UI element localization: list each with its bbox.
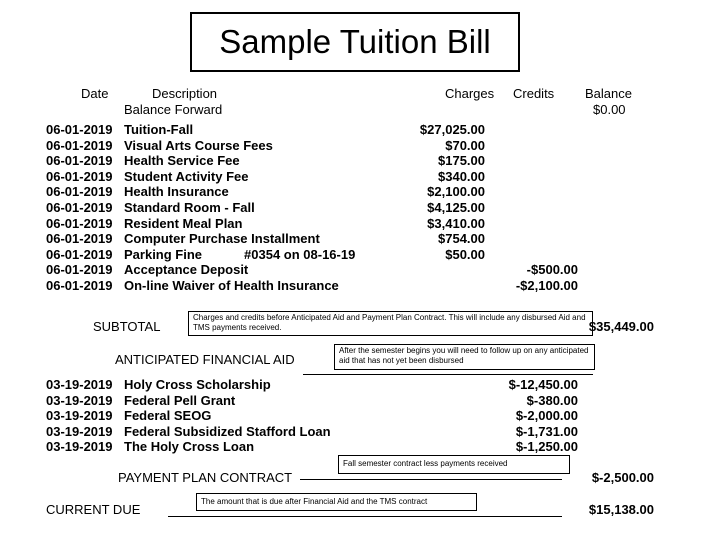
payment-plan-rule — [300, 479, 562, 480]
row-description: Health Service Fee — [124, 153, 240, 169]
header-charges: Charges — [445, 86, 495, 101]
subtotal-amount: $35,449.00 — [588, 319, 654, 334]
row-date: 06-01-2019 — [46, 200, 113, 215]
header-date: Date — [81, 86, 109, 101]
row-charge: $4,125.00 — [427, 200, 485, 215]
row-date: 06-01-2019 — [46, 231, 113, 247]
balance-forward-label: Balance Forward — [124, 102, 223, 117]
row-date: 06-01-2019 — [46, 262, 113, 278]
row-date: 06-01-2019 — [46, 137, 113, 153]
row-description: Standard Room - Fall — [124, 200, 255, 215]
aid-credit: $-380.00 — [526, 392, 578, 408]
row-date: 06-01-2019 — [46, 168, 113, 184]
aid-description: The Holy Cross Loan — [124, 439, 255, 455]
payment-plan-note: Fall semester contract less payments received — [338, 455, 570, 474]
payment-plan-amount: $-2,500.00 — [591, 470, 654, 485]
subtotal-label: SUBTOTAL — [93, 319, 161, 334]
anticipated-aid-label: ANTICIPATED FINANCIAL AID — [115, 352, 295, 367]
aid-credit: $-2,000.00 — [515, 408, 578, 424]
row-credit: -$2,100.00 — [515, 278, 578, 293]
aid-description: Federal Subsidized Stafford Loan — [124, 423, 331, 439]
row-date: 06-01-2019 — [46, 215, 113, 231]
aid-description: Federal Pell Grant — [124, 392, 236, 408]
bill-title: Sample Tuition Bill — [190, 12, 520, 72]
current-due-note: The amount that is due after Financial Aid and the TMS contract — [196, 493, 477, 511]
aid-description: Holy Cross Scholarship — [124, 377, 271, 392]
aid-credit: $-12,450.00 — [508, 377, 578, 392]
balance-forward-value: $0.00 — [593, 102, 626, 117]
row-charge: $340.00 — [438, 168, 485, 184]
aid-description: Federal SEOG — [124, 408, 212, 424]
payment-plan-label: PAYMENT PLAN CONTRACT — [118, 470, 293, 485]
current-due-rule — [168, 516, 562, 517]
row-description: Parking Fine #0354 on 08-16-19 — [124, 246, 356, 262]
aid-credit: $-1,731.00 — [515, 423, 578, 439]
row-description: Tuition-Fall — [124, 122, 194, 137]
header-description: Description — [152, 86, 218, 101]
aid-date: 03-19-2019 — [46, 392, 113, 408]
subtotal-note: Charges and credits before Anticipated Aid and Payment Plan Contract. This will include any disbursed Aid and TMS payments received. — [188, 311, 593, 336]
row-charge: $70.00 — [445, 137, 485, 153]
row-charge: $50.00 — [445, 246, 485, 262]
row-description: Acceptance Deposit — [124, 262, 249, 278]
anticipated-aid-rule — [303, 374, 593, 375]
row-credit: -$500.00 — [526, 262, 578, 278]
row-description: Health Insurance — [124, 184, 229, 200]
aid-date: 03-19-2019 — [46, 423, 113, 439]
row-charge: $2,100.00 — [427, 184, 485, 200]
anticipated-aid-note: After the semester begins you will need to follow up on any anticipated aid that has not yet been disbursed — [334, 344, 595, 370]
header-balance: Balance — [585, 86, 632, 101]
row-date: 06-01-2019 — [46, 246, 113, 262]
current-due-label: CURRENT DUE — [46, 502, 141, 517]
row-date: 06-01-2019 — [46, 278, 113, 293]
row-date: 06-01-2019 — [46, 122, 113, 137]
row-description: Visual Arts Course Fees — [124, 137, 273, 153]
row-description: Computer Purchase Installment — [124, 231, 320, 247]
row-description: Resident Meal Plan — [124, 215, 243, 231]
aid-date: 03-19-2019 — [46, 377, 113, 392]
row-charge: $3,410.00 — [427, 215, 485, 231]
row-description: On-line Waiver of Health Insurance — [124, 278, 339, 293]
aid-date: 03-19-2019 — [46, 408, 113, 424]
aid-credit: $-1,250.00 — [515, 439, 578, 455]
header-credits: Credits — [513, 86, 555, 101]
row-date: 06-01-2019 — [46, 153, 113, 169]
row-description: Student Activity Fee — [124, 168, 249, 184]
current-due-amount: $15,138.00 — [588, 502, 654, 517]
row-charge: $175.00 — [438, 153, 485, 169]
row-charge: $754.00 — [438, 231, 485, 247]
aid-date: 03-19-2019 — [46, 439, 113, 455]
row-charge: $27,025.00 — [419, 122, 485, 137]
row-date: 06-01-2019 — [46, 184, 113, 200]
